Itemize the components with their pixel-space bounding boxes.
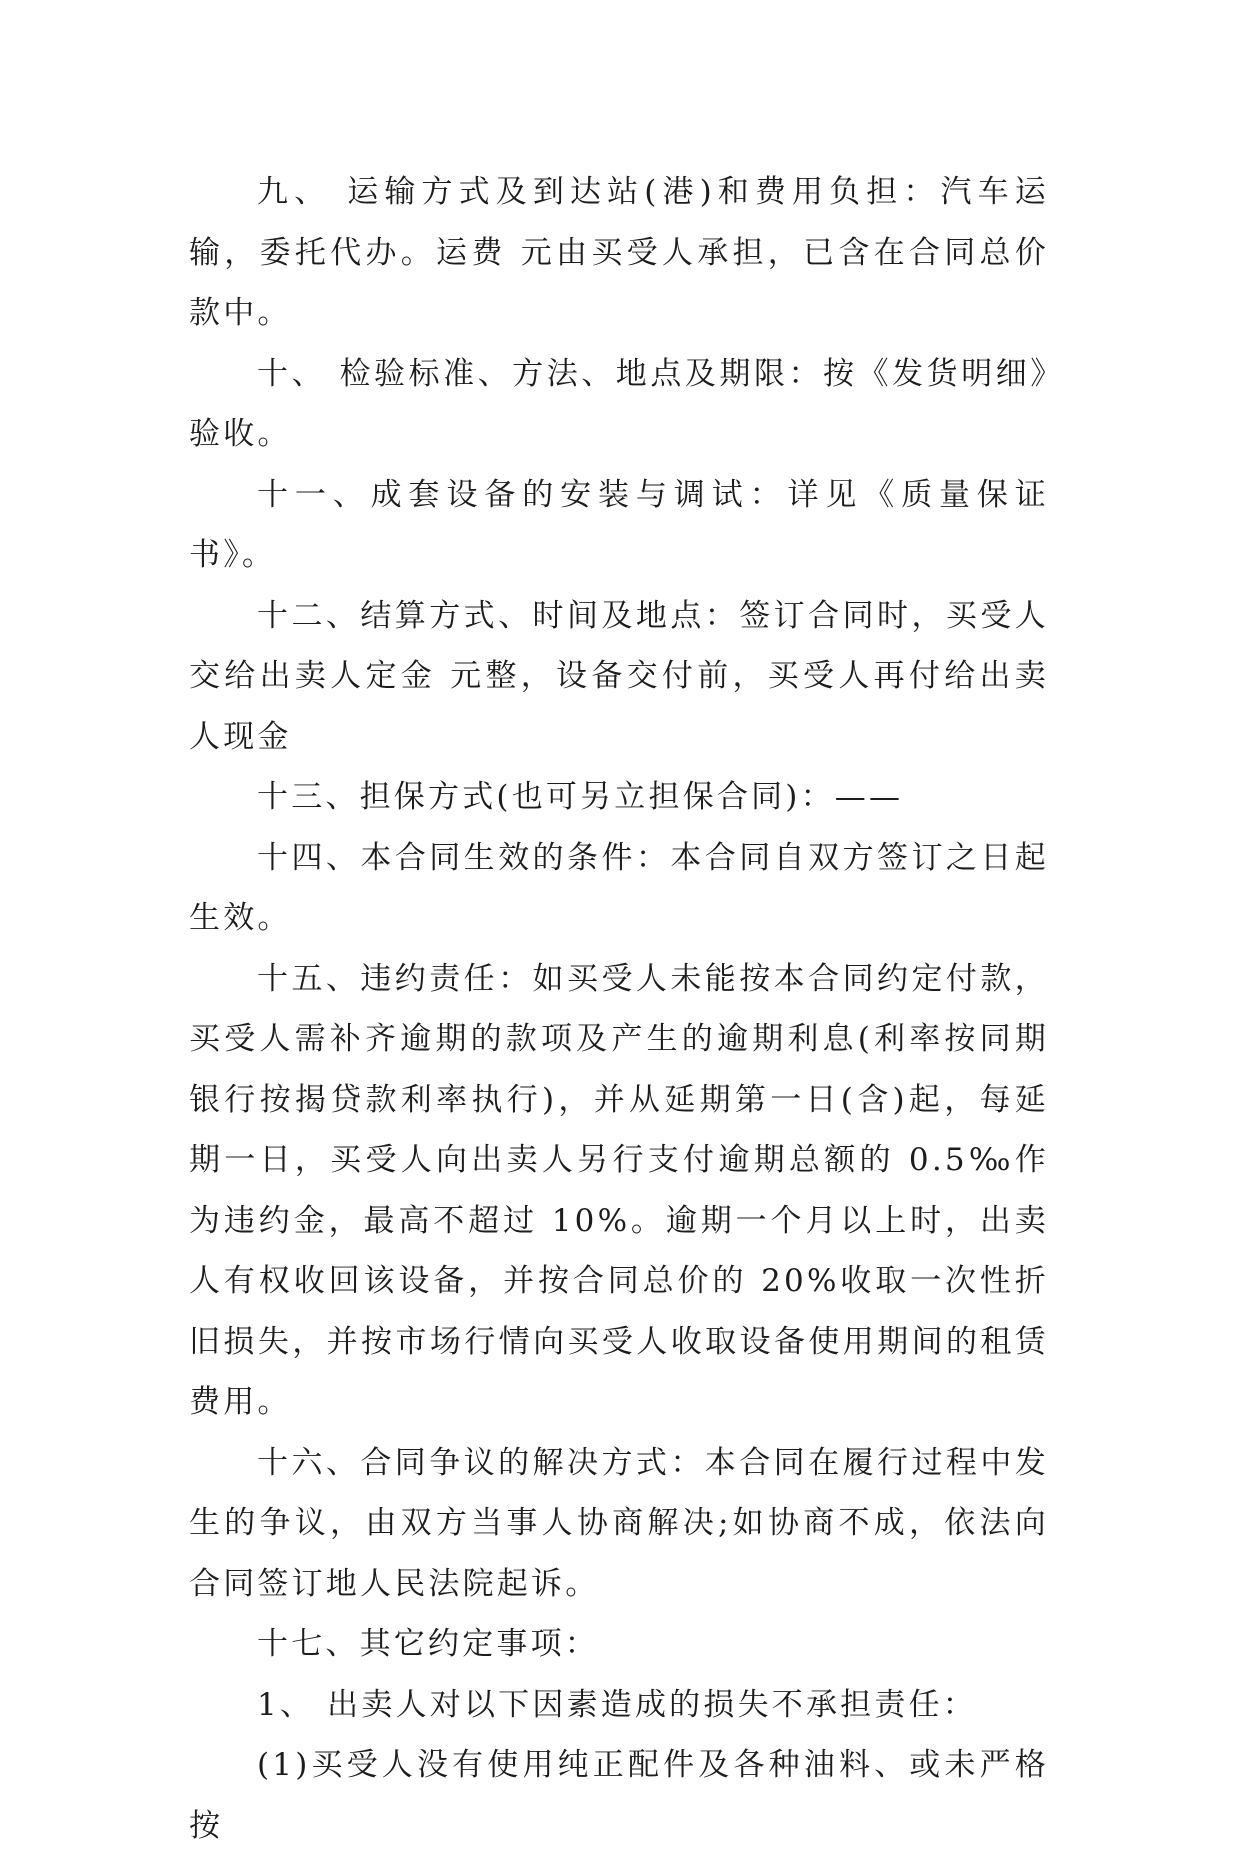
clause-16-dispute: 十六、合同争议的解决方式：本合同在履行过程中发生的争议，由双方当事人协商解决;如协商不成，依法向合同签订地人民法院起诉。	[189, 1444, 1049, 1602]
clause-17-other: 十七、其它约定事项：	[257, 1626, 599, 1662]
contract-body	[189, 162, 1049, 1856]
clause-15-liability: 十五、违约责任：如买受人未能按本合同约定付款，买受人需补齐逾期的款项及产生的逾期利息(利率按同期银行按揭贷款利率执行)，并从延期第一日(含)起，每延期一日，买受人向出卖人另行支付逾期总额的 0.5‰作为违约金，最高不超过 10%。逾期一个月以上时，出卖人有权收回该设备，并按合同总价的 20%收取一次性折旧损失，并按市场行情向买受人收取设备使用期间的租赁费用。	[189, 960, 1049, 1420]
clause-10-inspection: 十、 检验标准、方法、地点及期限：按《发货明细》验收。	[189, 355, 1049, 452]
clause-11-installation: 十一、成套设备的安装与调试：详见《质量保证书》。	[189, 476, 1049, 573]
clause-13-guarantee: 十三、担保方式(也可另立担保合同)：——	[257, 779, 904, 815]
clause-17-item-1: 1、 出卖人对以下因素造成的损失不承担责任：	[257, 1686, 977, 1723]
clause-14-effective: 十四、本合同生效的条件：本合同自双方签订之日起生效。	[189, 839, 1049, 936]
clause-17-item-1-sub-1: (1)买受人没有使用纯正配件及各种油料、或未严格按	[189, 1747, 1049, 1844]
clause-12-settlement: 十二、结算方式、时间及地点：签订合同时，买受人交给出卖人定金 元整，设备交付前，买受人再付给出卖人现金	[189, 597, 1049, 755]
clause-9-transport: 九、 运输方式及到达站(港)和费用负担：汽车运输，委托代办。运费 元由买受人承担，已含在合同总价款中。	[189, 174, 1049, 331]
